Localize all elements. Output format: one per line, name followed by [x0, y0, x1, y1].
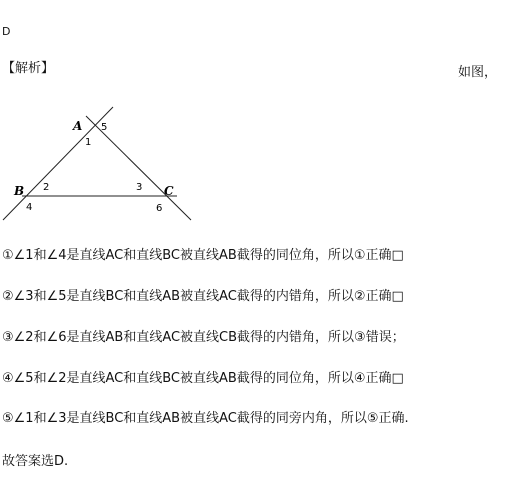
point-a-label: A — [73, 119, 83, 133]
reason-1: ①∠1和∠4是直线AC和直线BC被直线AB截得的同位角，所以①正确□ — [2, 248, 404, 263]
line-ab — [3, 107, 113, 220]
angle-6-label: 6 — [156, 203, 163, 214]
angle-4-label: 4 — [26, 202, 33, 213]
answer-letter: D — [2, 25, 11, 38]
analysis-heading: 【解析】 — [2, 61, 55, 76]
angle-3-label: 3 — [136, 182, 143, 193]
conclusion: 故答案选D. — [2, 454, 69, 469]
reason-4: ④∠5和∠2是直线AC和直线BC被直线AB截得的同位角，所以④正确□ — [2, 371, 404, 386]
reason-3: ③∠2和∠6是直线AB和直线AC被直线CB截得的内错角，所以③错误； — [2, 330, 405, 345]
reason-5: ⑤∠1和∠3是直线BC和直线AB被直线AC截得的同旁内角，所以⑤正确. — [2, 411, 409, 426]
reason-2: ②∠3和∠5是直线BC和直线AB被直线AC截得的内错角，所以②正确□ — [2, 289, 404, 304]
point-c-label: C — [164, 184, 174, 198]
point-b-label: B — [14, 184, 25, 198]
angle-2-label: 2 — [43, 182, 50, 193]
angle-5-label: 5 — [101, 122, 108, 133]
triangle-figure — [0, 104, 220, 224]
see-figure-text: 如图， — [458, 65, 498, 80]
angle-1-label: 1 — [85, 137, 92, 148]
